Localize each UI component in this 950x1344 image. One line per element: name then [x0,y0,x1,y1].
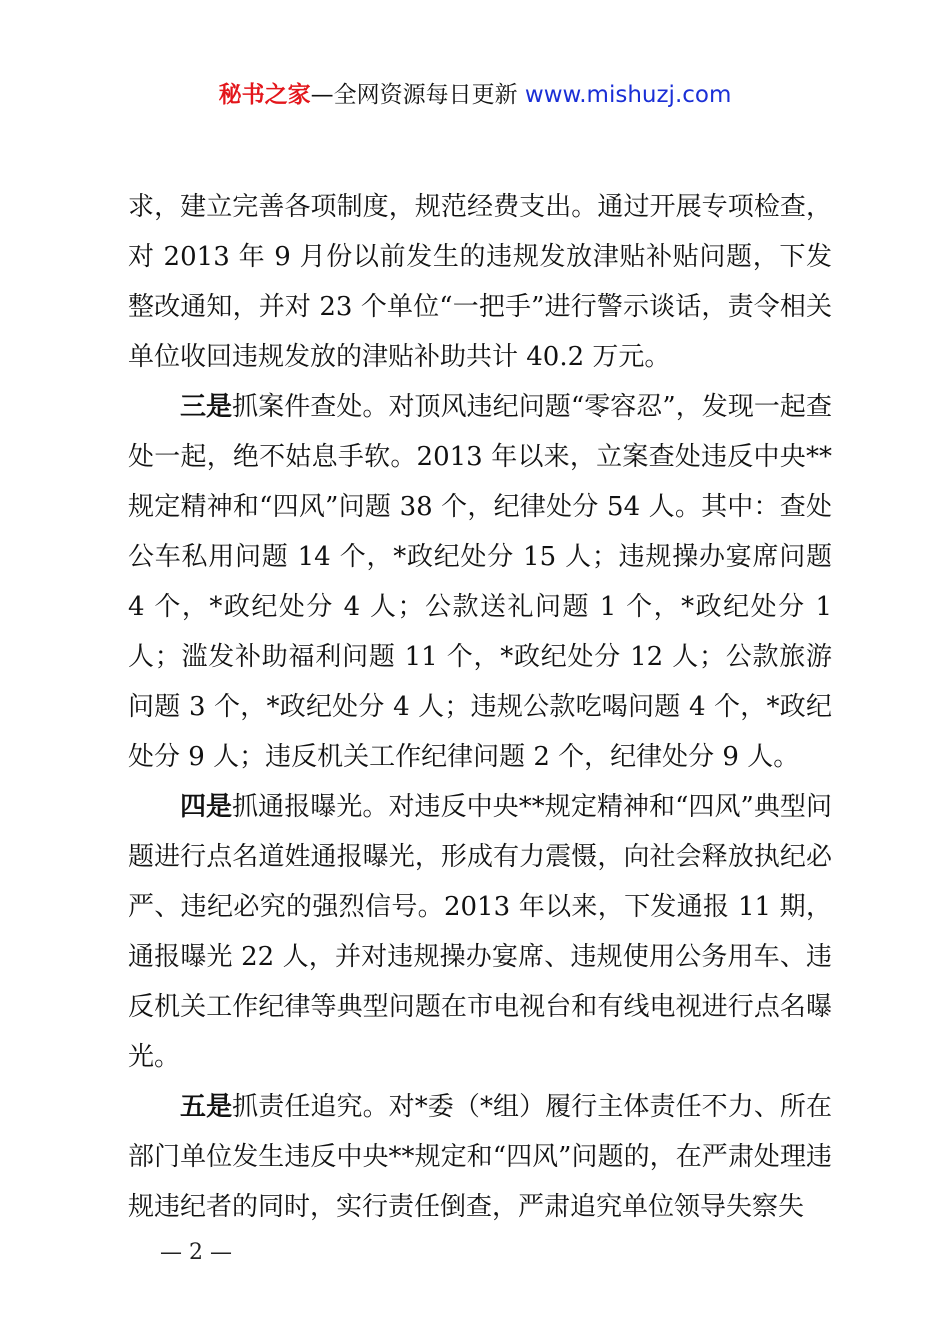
paragraph-lead: 三是 [180,392,233,422]
page-number: — 2 — [160,1240,232,1265]
header-tagline: —全网资源每日更新 [310,82,525,108]
paragraph-text: 求，建立完善各项制度，规范经费支出。通过开展专项检查，对 2013 年 9 月份以前发生的违规发放津贴补贴问题，下发整改通知，并对 23 个单位“一把手”进行警示谈话，责令相关单位收回违规发放的津贴补助共计 40.2 万元。 [128,192,832,372]
paragraph-item-four [128,782,832,1082]
paragraph-lead: 五是 [180,1092,233,1122]
paragraph-item-five [128,1082,832,1232]
paragraph-text: 抓责任追究。对*委（*组）履行主体责任不力、所在部门单位发生违反中央**规定和“四风”问题的，在严肃处理违规违纪者的同时，实行责任倒查，严肃追究单位领导失察失 [128,1092,832,1222]
site-header [0,78,950,112]
paragraph-lead: 四是 [180,792,233,822]
paragraph-text: 抓通报曝光。对违反中央**规定精神和“四风”典型问题进行点名道姓通报曝光，形成有力震慑，向社会释放执纪必严、违纪必究的强烈信号。2013 年以来，下发通报 11 期，通报曝光 22 人，并对违规操办宴席、违规使用公务用车、违反机关工作纪律等典型问题在市电视台和有线电视进行点名曝光。 [128,792,832,1072]
paragraph-item-three [128,382,832,782]
site-brand: 秘书之家 [218,82,311,108]
document-body [128,182,832,1232]
paragraph-continued [128,182,832,382]
paragraph-text: 抓案件查处。对顶风违纪问题“零容忍”，发现一起查处一起，绝不姑息手软。2013 年以来，立案查处违反中央**规定精神和“四风”问题 38 个，纪律处分 54 人。其中：查处公车私用问题 14 个，*政纪处分 15 人；违规操办宴席问题 4 个，*政纪处分 4 人；公款送礼问题 1 个，*政纪处分 1 人；滥发补助福利问题 11 个，*政纪处分 12 人；公款旅游问题 3 个，*政纪处分 4 人；违规公款吃喝问题 4 个，*政纪处分 9 人；违反机关工作纪律问题 2 个，纪律处分 9 人。 [128,392,832,772]
site-url-link[interactable]: www.mishuzj.com [524,82,732,108]
